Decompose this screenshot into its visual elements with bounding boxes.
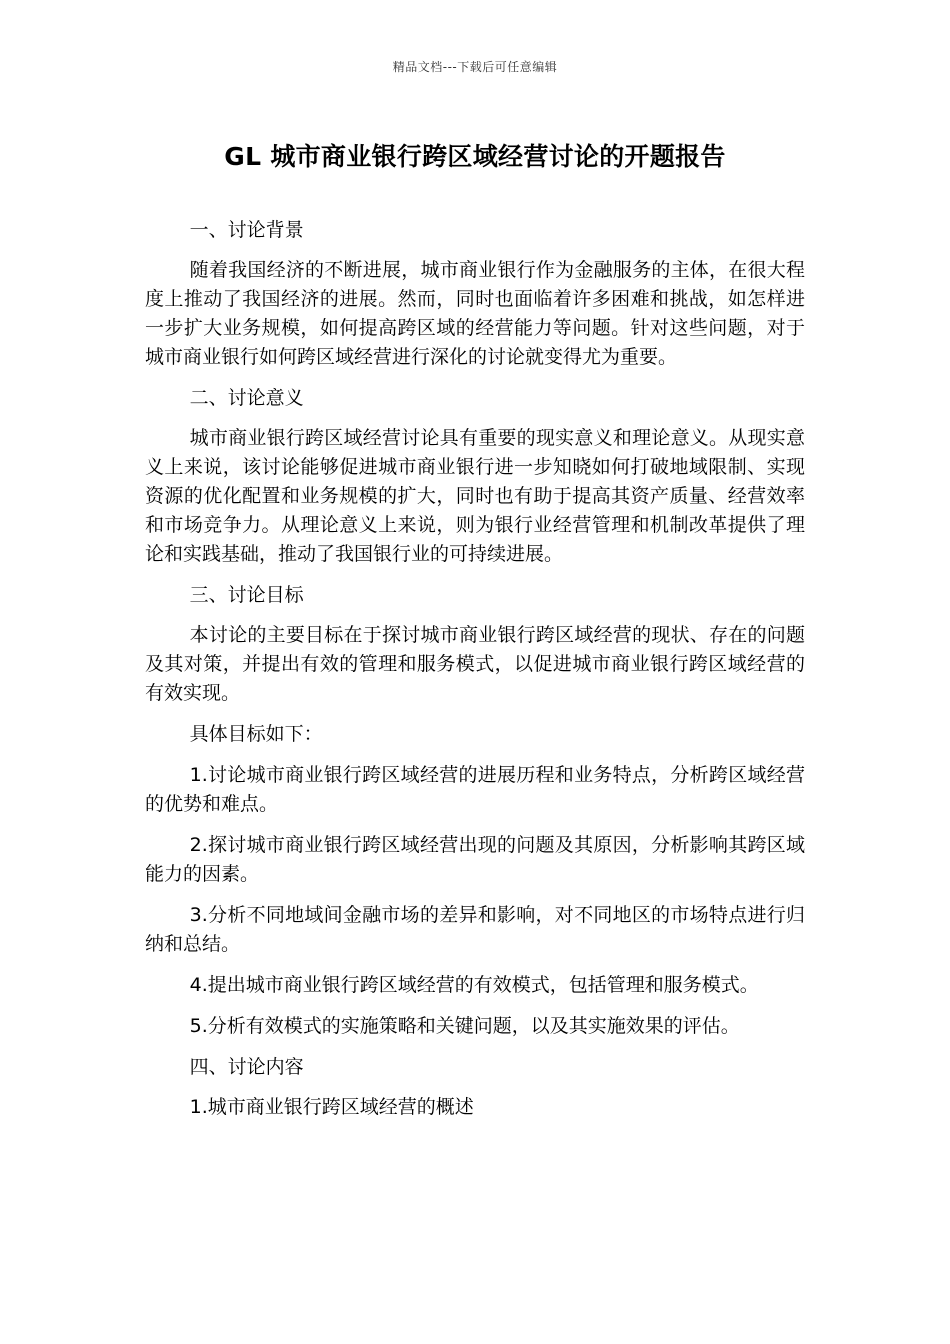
list-item-objective-1: 1.讨论城市商业银行跨区域经营的进展历程和业务特点，分析跨区域经营的优势和难点。 [145, 764, 805, 815]
list-item-objective-4: 4.提出城市商业银行跨区域经营的有效模式，包括管理和服务模式。 [189, 974, 759, 996]
paragraph-background: 随着我国经济的不断进展，城市商业银行作为金融服务的主体，在很大程度上推动了我国经济的进展。然而，同时也面临着许多困难和挑战，如怎样进一步扩大业务规模，如何提高跨区域的经营能力等问题。针对这些问题，对于城市商业银行如何跨区域经营进行深化的讨论就变得尤为重要。 [145, 259, 805, 368]
list-item-objective-2: 2.探讨城市商业银行跨区域经营出现的问题及其原因，分析影响其跨区域能力的因素。 [145, 834, 805, 885]
list-item-objective-3: 3.分析不同地域间金融市场的差异和影响，对不同地区的市场特点进行归纳和总结。 [145, 904, 805, 955]
header-note: 精品文档---下载后可任意编辑 [392, 60, 558, 74]
section-heading-background: 一、讨论背景 [189, 219, 304, 241]
document-title: GL 城市商业银行跨区域经营讨论的开题报告 [224, 142, 726, 171]
paragraph-specific-objectives-intro: 具体目标如下： [189, 723, 323, 745]
section-heading-objectives: 三、讨论目标 [189, 584, 304, 606]
list-item-content-1: 1.城市商业银行跨区域经营的概述 [189, 1096, 474, 1118]
paragraph-significance: 城市商业银行跨区域经营讨论具有重要的现实意义和理论意义。从现实意义上来说，该讨论能够促进城市商业银行进一步知晓如何打破地域限制、实现资源的优化配置和业务规模的扩大，同时也有助于提高其资产质量、经营效率和市场竞争力。从理论意义上来说，则为银行业经营管理和机制改革提供了理论和实践基础，推动了我国银行业的可持续进展。 [145, 427, 805, 565]
document-body [145, 216, 805, 1134]
list-item-objective-5: 5.分析有效模式的实施策略和关键问题，以及其实施效果的评估。 [189, 1015, 740, 1037]
paragraph-objectives: 本讨论的主要目标在于探讨城市商业银行跨区域经营的现状、存在的问题及其对策，并提出有效的管理和服务模式，以促进城市商业银行跨区域经营的有效实现。 [145, 624, 805, 704]
section-heading-significance: 二、讨论意义 [189, 387, 304, 409]
section-heading-content: 四、讨论内容 [189, 1056, 304, 1078]
